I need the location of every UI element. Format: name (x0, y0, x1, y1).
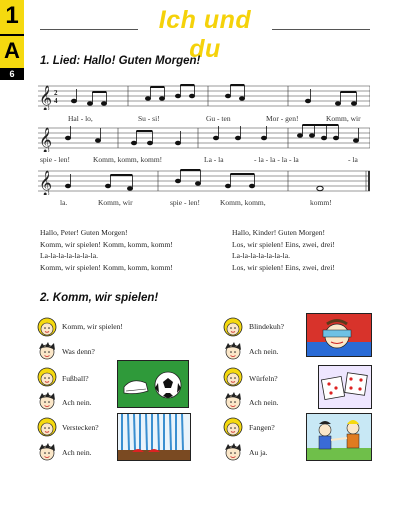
lyric-syllable: komm! (310, 198, 332, 207)
girl-speech: Komm, wir spielen! (62, 322, 123, 331)
boy-face-icon (37, 390, 57, 412)
chapter-tab-divider (0, 34, 24, 36)
girl-speech: Fangen? (249, 423, 275, 432)
svg-text:2: 2 (54, 89, 58, 97)
girl-speech: Fußball? (62, 374, 89, 383)
section-2-heading: 2. Komm, wir spielen! (40, 292, 159, 304)
poem-line: Hallo, Kinder! Guten Morgen! (232, 228, 326, 237)
poem-line: Komm, wir spielen! Komm, komm, komm! (40, 262, 173, 272)
poem-line: Los, wir spielen! Eins, zwei, drei! (232, 239, 335, 249)
page-number: 6 (0, 68, 24, 80)
poem-left (40, 227, 173, 273)
boy-speech: Ach nein. (249, 347, 279, 356)
lyric-syllable: Gu - ten (206, 114, 231, 123)
boy-face-icon (37, 340, 57, 362)
girl-face-icon (37, 416, 57, 438)
page-title: Ich und du (158, 6, 252, 63)
treble-clef-icon: 𝄞 (39, 85, 53, 110)
lyric-syllable: la. (60, 198, 68, 207)
boy-face-icon (223, 441, 243, 463)
boy-speech: Au ja. (249, 448, 268, 457)
lyric-syllable: Komm, komm, komm! (93, 155, 163, 164)
poem-right (232, 227, 335, 273)
boy-speech: Was denn? (62, 347, 95, 356)
svg-text:4: 4 (54, 97, 58, 105)
lyric-syllable: - la - la - la - la (254, 155, 299, 164)
treble-clef-icon: 𝄞 (39, 127, 53, 152)
boy-speech: Ach nein. (249, 398, 279, 407)
poem-line: La-la-la-la-la-la-la. (40, 251, 98, 260)
poem-line: Komm, wir spielen! Komm, komm, komm! (40, 239, 173, 249)
boy-speech: Ach nein. (62, 448, 92, 457)
boy-face-icon (37, 441, 57, 463)
boy-face-icon (223, 390, 243, 412)
lyrics-line-3 (38, 198, 370, 210)
girl-face-icon (223, 366, 243, 388)
dice-illustration (318, 365, 372, 409)
section-1-heading: 1. Lied: Hallo! Guten Morgen! (40, 55, 201, 67)
lyric-syllable: spie - len! (40, 155, 70, 164)
title-rule-right (272, 29, 370, 30)
treble-clef-icon: 𝄞 (39, 170, 53, 195)
tag-game-illustration (306, 413, 372, 461)
hiding-curtain-illustration (117, 413, 191, 461)
lyric-syllable: spie - len! (170, 198, 200, 207)
title-rule-left (40, 29, 138, 30)
girl-speech: Würfeln? (249, 374, 278, 383)
boy-speech: Ach nein. (62, 398, 92, 407)
lyric-syllable: Komm, wir (98, 198, 133, 207)
boy-face-icon (223, 340, 243, 362)
girl-face-icon (223, 316, 243, 338)
girl-speech: Blindekuh? (249, 322, 285, 331)
girl-face-icon (37, 366, 57, 388)
music-staff-3 (38, 165, 370, 195)
lyric-syllable: Komm, komm, (220, 198, 266, 207)
blindfold-game-illustration (306, 313, 372, 357)
poem-line: La-la-la-la-la-la-la. (232, 251, 290, 260)
lyric-syllable: Mor - gen! (266, 114, 299, 123)
lyric-syllable: La - la (204, 155, 224, 164)
lyric-syllable: Hal - lo, (68, 114, 93, 123)
girl-speech: Verstecken? (62, 423, 99, 432)
lyric-syllable: - la (348, 155, 358, 164)
lyric-syllable: Komm, wir (326, 114, 361, 123)
music-staff-2 (38, 122, 370, 152)
lyric-syllable: Su - si! (138, 114, 160, 123)
chapter-number: 1 (5, 2, 19, 29)
girl-face-icon (223, 416, 243, 438)
poem-line: Los, wir spielen! Eins, zwei, drei! (232, 262, 335, 272)
football-illustration (117, 360, 189, 408)
poem-line: Hallo, Peter! Guten Morgen! (40, 228, 128, 237)
chapter-letter: A (4, 38, 20, 63)
girl-face-icon (37, 316, 57, 338)
music-staff-1 (38, 80, 370, 110)
